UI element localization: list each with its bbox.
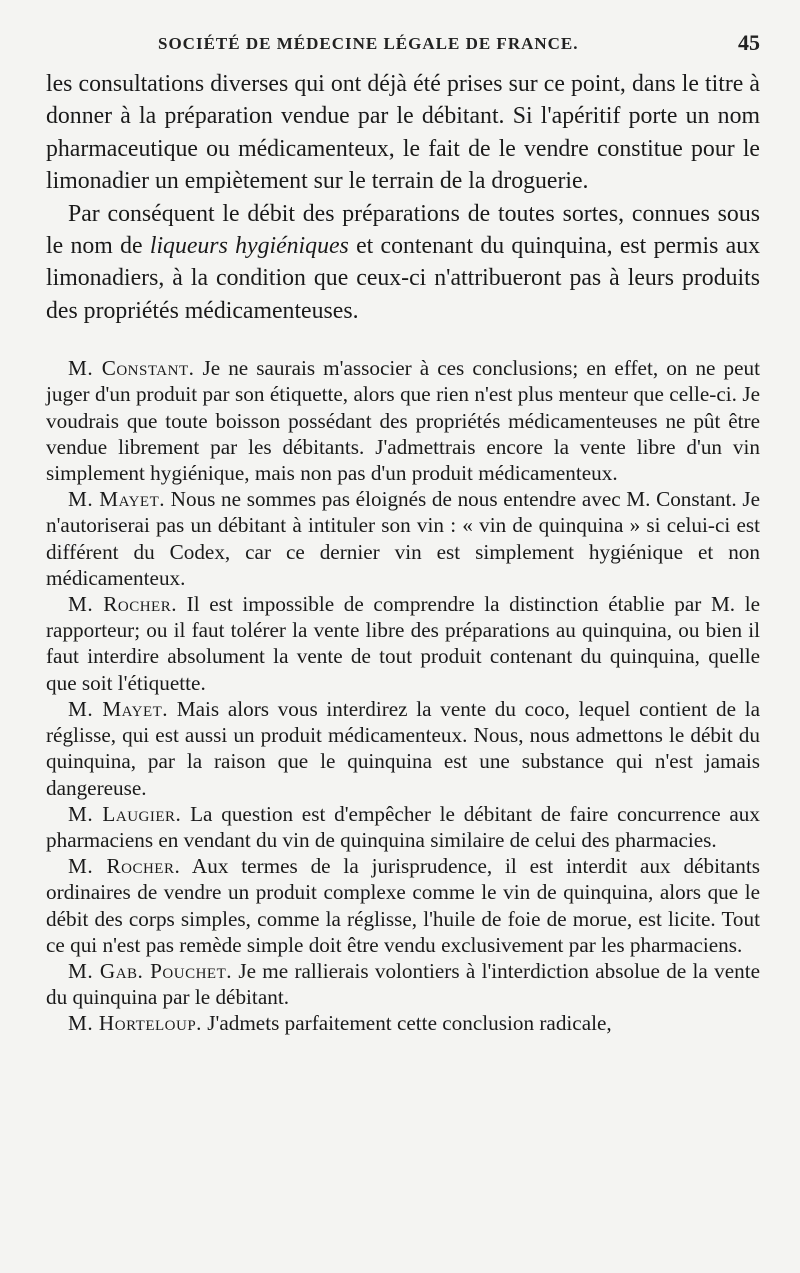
speaker-name: M. Mayet. [68, 487, 166, 512]
speaker-text: Mais alors vous interdirez la vente du coco, lequel contient de la réglisse, qui est aussi un produit médicamenteux. Nous, nous admettons le débit du quinquina, par la raison que le quinquina est une substance qui n'est jamais dangereuse. [46, 696, 761, 800]
discussion-entry [46, 1010, 760, 1036]
discussion [46, 355, 760, 1036]
paragraph-2 [46, 198, 760, 328]
discussion-entry [46, 696, 760, 801]
speaker-name: M. Rocher. [68, 592, 178, 617]
discussion-entry [46, 958, 760, 1010]
running-title: SOCIÉTÉ DE MÉDECINE LÉGALE DE FRANCE. [158, 34, 579, 53]
discussion-entry [46, 853, 760, 958]
speaker-text: J'admets parfaitement cette conclusion radicale, [201, 1011, 612, 1036]
speaker-text: Il est impossible de comprendre la distinction établie par M. le rapporteur; ou il faut tolérer la vente libre des préparations au quinquina, ou bien il faut interdire absolument la vente de tout produit contenant du quinquina, quelle que soit l'étiquette. [46, 592, 760, 695]
paragraph-1: les consultations diverses qui ont déjà été prises sur ce point, dans le titre à donner à la préparation vendue par le débitant. Si l'apéritif porte un nom pharmaceutique ou médicamenteux, le fait de le vendre constitue pour le limonadier un empiètement sur le terrain de la droguerie. [46, 71, 760, 195]
speaker-text: Je ne saurais m'associer à ces conclusions; en effet, on ne peut juger d'un produit par son étiquette, alors que rien n'est plus menteur que celle-ci. Je voudrais que toute boisson possédant des propriétés médicamenteuses ne pût être vendue librement par les débitants. J'admettrais encore la vente libre d'un vin simplement hygiénique, mais non pas d'un produit médicamenteux. [46, 356, 760, 486]
paragraph-2-start: Par conséquent le débit des préparations de toutes sortes, connues sous le nom de [46, 200, 760, 260]
italic-term: liqueurs hygiéniques [149, 233, 349, 260]
speaker-name: M. Constant. [68, 356, 195, 381]
page-number: 45 [738, 30, 760, 55]
section-gap [46, 327, 760, 355]
page-body [0, 68, 800, 1037]
discussion-entry [46, 591, 760, 696]
speaker-text: Nous ne sommes pas éloignés de nous entendre avec M. Constant. Je n'autoriserai pas un débitant à intituler son vin : « vin de quinquina » si celui-ci est différent du Codex, car ce dernier vin est simplement hygiénique et non médicamenteux. [46, 487, 760, 590]
discussion-entry [46, 801, 760, 853]
speaker-name: M. Laugier. [68, 801, 182, 826]
page-header [46, 28, 760, 58]
speaker-text: La question est d'empêcher le débitant de faire concurrence aux pharmaciens en vendant du vin de quinquina similaire de celui des pharmacies. [46, 801, 760, 852]
discussion-entry [46, 355, 760, 486]
speaker-name: M. Horteloup. [68, 1011, 202, 1036]
speaker-name: M. Mayet. [68, 696, 169, 721]
speaker-name: M. Gab. Pouchet. [68, 958, 233, 983]
speaker-name: M. Rocher. [68, 854, 181, 879]
speaker-text: Aux termes de la jurisprudence, il est interdit aux débitants ordinaires de vendre un produit complexe comme le vin de quinquina, alors que le débit des corps simples, comme la réglisse, l'huile de foie de morue, est licite. Tout ce qui n'est pas remède simple doit être vendu exclusivement par les pharmaciens. [46, 854, 760, 957]
speaker-text: Je me rallierais volontiers à l'interdiction absolue de la vente du quinquina par le débitant. [46, 958, 760, 1010]
paragraph-2-end: et contenant du quinquina, est permis aux limonadiers, à la condition que ceux-ci n'attribueront pas à leurs produits des propriétés médicamenteuses. [46, 233, 760, 324]
discussion-entry [46, 486, 760, 591]
